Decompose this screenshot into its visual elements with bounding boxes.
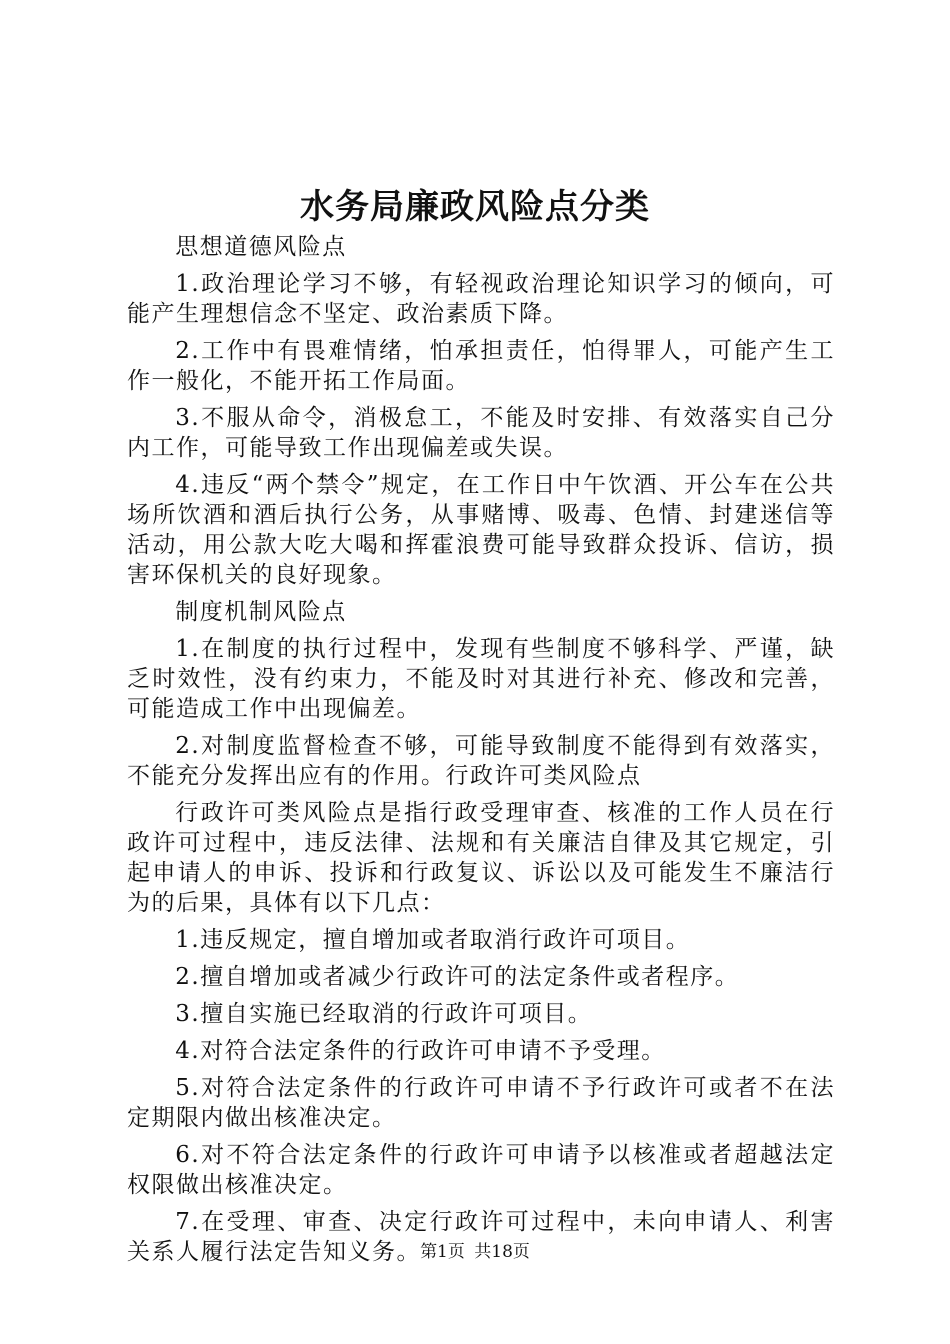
total-pages: 共18页 [474,1242,530,1262]
document-body [127,232,835,1274]
paragraph: 4.对符合法定条件的行政许可申请不予受理。 [175,1038,666,1064]
paragraph: 1.在制度的执行过程中，发现有些制度不够科学、严谨，缺乏时效性，没有约束力，不能及时对其进行补充、修改和完善，可能造成工作中出现偏差。 [127,636,835,722]
page-number: 第1页 [420,1242,465,1262]
paragraph: 2.对制度监督检查不够，可能导致制度不能得到有效落实，不能充分发挥出应有的作用。行政许可类风险点 [127,733,835,789]
paragraph: 1.政治理论学习不够，有轻视政治理论知识学习的倾向，可能产生理想信念不坚定、政治素质下降。 [127,271,835,327]
page-footer [0,1240,950,1264]
paragraph: 5.对符合法定条件的行政许可申请不予行政许可或者不在法定期限内做出核准决定。 [127,1075,835,1131]
paragraph: 行政许可类风险点是指行政受理审查、核准的工作人员在行政许可过程中，违反法律、法规和有关廉洁自律及其它规定，引起申请人的申诉、投诉和行政复议、诉讼以及可能发生不廉洁行为的后果，具体有以下几点： [127,800,835,916]
paragraph: 1.违反规定，擅自增加或者取消行政许可项目。 [175,927,691,953]
paragraph: 3.擅自实施已经取消的行政许可项目。 [175,1001,593,1027]
paragraph: 7.在受理、审查、决定行政许可过程中，未向申请人、利害关系人履行法定告知义务。 [127,1209,835,1265]
paragraph: 6.对不符合法定条件的行政许可申请予以核准或者超越法定权限做出核准决定。 [127,1142,835,1198]
paragraph: 2.工作中有畏难情绪，怕承担责任，怕得罪人，可能产生工作一般化，不能开拓工作局面。 [127,338,835,394]
paragraph: 4.违反“两个禁令”规定，在工作日中午饮酒、开公车在公共场所饮酒和酒后执行公务，从事赌博、吸毒、色情、封建迷信等活动，用公款大吃大喝和挥霍浪费可能导致群众投诉、信访，损害环保机关的良好现象。 [127,472,835,588]
paragraph: 2.擅自增加或者减少行政许可的法定条件或者程序。 [175,964,740,990]
section-heading: 制度机制风险点 [175,599,347,625]
section-heading: 思想道德风险点 [175,234,347,260]
paragraph: 3.不服从命令，消极怠工，不能及时安排、有效落实自己分内工作，可能导致工作出现偏差或失误。 [127,405,835,461]
document-title: 水务局廉政风险点分类 [300,187,650,227]
